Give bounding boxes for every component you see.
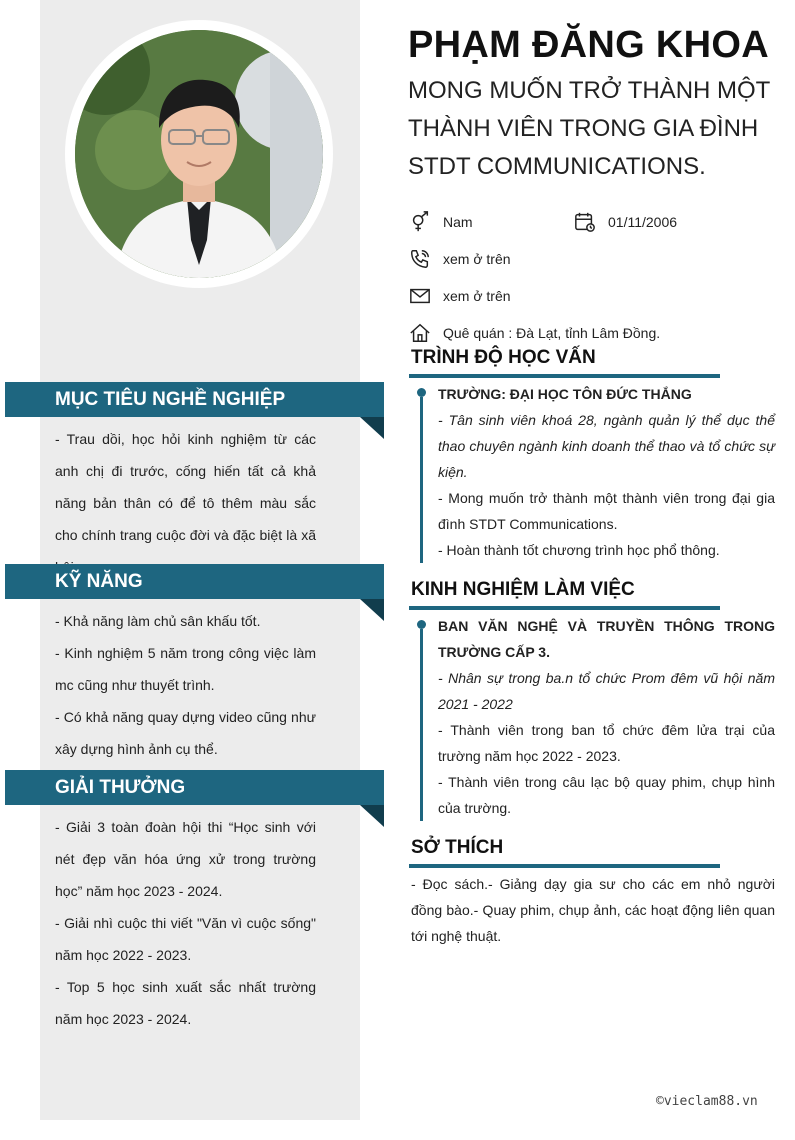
gender-icon	[408, 210, 432, 234]
skill-item: - Có khả năng quay dựng video cũng như xây dựng hình ảnh cụ thể.	[55, 709, 316, 757]
hobbies-heading: SỞ THÍCH	[411, 837, 504, 858]
experience-entry	[438, 613, 775, 821]
birthdate-row	[573, 210, 677, 234]
career-goal-heading: MỤC TIÊU NGHỀ NGHIỆP	[5, 382, 384, 417]
career-goal-ribbon-fold	[360, 417, 384, 439]
skills-heading: KỸ NĂNG	[5, 564, 384, 599]
experience-line: - Thành viên trong câu lạc bộ quay phim, chụp hình của trường.	[438, 774, 775, 816]
education-heading: TRÌNH ĐỘ HỌC VẤN	[411, 347, 596, 368]
education-heading-underline	[409, 374, 720, 378]
birthdate-value: 01/11/2006	[608, 214, 678, 230]
experience-heading-underline	[409, 606, 720, 610]
avatar	[75, 30, 323, 278]
career-goal-text	[55, 423, 316, 583]
hobbies-heading-underline	[409, 864, 720, 868]
phone-row	[408, 247, 511, 271]
hometown-value: Quê quán : Đà Lạt, tỉnh Lâm Đồng.	[443, 325, 661, 341]
education-school: TRƯỜNG: ĐẠI HỌC TÔN ĐỨC THẮNG	[438, 386, 692, 402]
email-value: xem ở trên	[443, 288, 511, 304]
award-item: - Top 5 học sinh xuất sắc nhất trường năm học 2023 - 2024.	[55, 979, 316, 1027]
experience-timeline	[420, 629, 423, 821]
awards-heading: GIẢI THƯỞNG	[5, 770, 384, 805]
skill-item: - Khả năng làm chủ sân khấu tốt.	[55, 613, 261, 629]
award-item: - Giải nhì cuộc thi viết "Văn vì cuộc sống" năm học 2022 - 2023.	[55, 915, 316, 963]
awards-list	[55, 811, 316, 1035]
education-italic-line: - Tân sinh viên khoá 28, ngành quản lý thể dục thể thao chuyên ngành kinh doanh thể thao và tổ chức sự kiện.	[438, 412, 775, 480]
gender-row	[408, 210, 473, 234]
phone-icon	[408, 247, 432, 271]
gender-value: Nam	[443, 214, 473, 230]
career-goal-paragraph: - Trau dồi, học hỏi kinh nghiệm từ các anh chị đi trước, cống hiến tất cả khả năng bản thân có để tô thêm màu sắc cho chính trang cuộc đời và đặc biệt là xã	[55, 431, 316, 543]
home-icon	[408, 321, 432, 345]
education-entry	[438, 381, 775, 563]
experience-bullet	[417, 620, 426, 629]
watermark: ©vieclam88.vn	[656, 1094, 758, 1109]
envelope-icon	[408, 284, 432, 308]
skills-list	[55, 605, 316, 765]
skill-item: - Kinh nghiệm 5 năm trong công việc làm mc cũng như thuyết trình.	[55, 645, 316, 693]
experience-org: BAN VĂN NGHỆ VÀ TRUYỀN THÔNG TRONG TRƯỜNG CẤP 3.	[438, 618, 775, 660]
hometown-row	[408, 321, 660, 345]
experience-line: - Thành viên trong ban tổ chức đêm lửa trại của trường năm học 2022 - 2023.	[438, 722, 775, 764]
education-line: - Mong muốn trở thành một thành viên trong đại gia đình STDT Communications.	[438, 490, 775, 532]
skills-ribbon-fold	[360, 599, 384, 621]
awards-ribbon-fold	[360, 805, 384, 827]
objective-headline: MONG MUỐN TRỞ THÀNH MỘT THÀNH VIÊN TRONG GIA ĐÌNH STDT COMMUNICATIONS.	[408, 77, 770, 180]
calendar-icon	[573, 210, 597, 234]
education-bullet	[417, 388, 426, 397]
hobbies-text: - Đọc sách.- Giảng dạy gia sư cho các em nhỏ người đồng bào.- Quay phim, chụp ảnh, các hoạt động liên quan tới nghệ thuật.	[411, 876, 775, 944]
education-line: - Hoàn thành tốt chương trình học phổ thông.	[438, 542, 720, 558]
email-row	[408, 284, 511, 308]
education-timeline	[420, 397, 423, 563]
experience-italic-line: - Nhân sự trong ba.n tổ chức Prom đêm vũ hội năm 2021 - 2022	[438, 670, 775, 712]
experience-heading: KINH NGHIỆM LÀM VIỆC	[411, 579, 635, 600]
phone-value: xem ở trên	[443, 251, 511, 267]
candidate-name: PHẠM ĐĂNG KHOA	[408, 24, 769, 66]
award-item: - Giải 3 toàn đoàn hội thi “Học sinh với nét đẹp văn hóa ứng xử trong trường học” năm học 2023 - 2024.	[55, 819, 316, 899]
